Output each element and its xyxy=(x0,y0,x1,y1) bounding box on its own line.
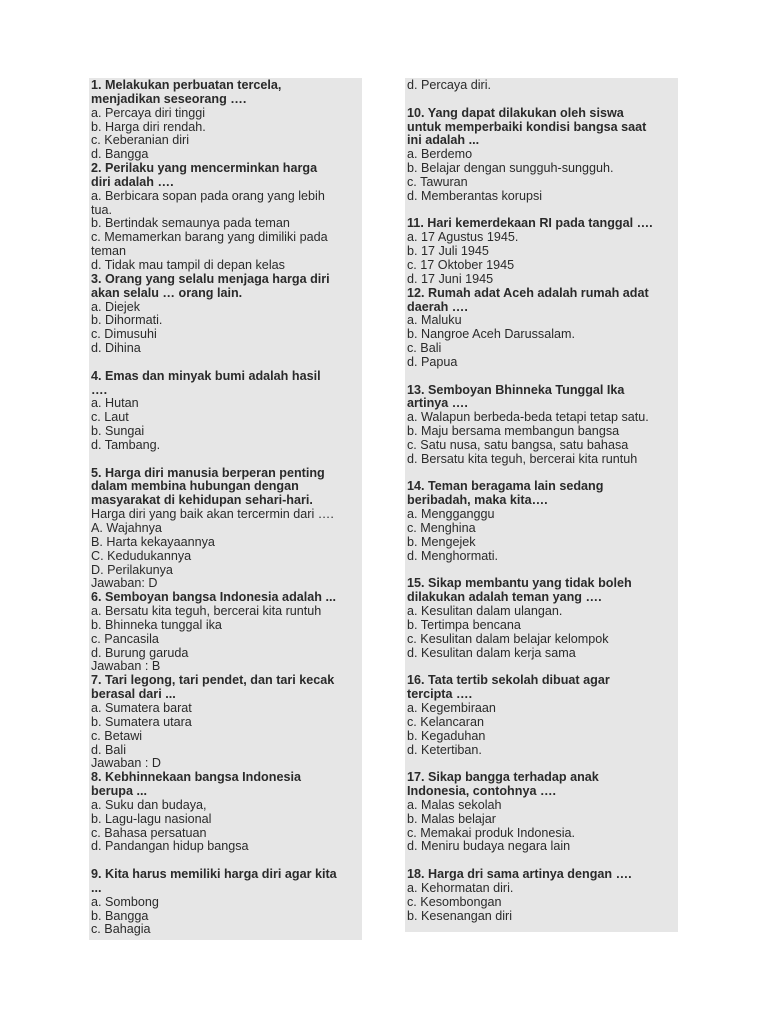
answer-option: c. Bali xyxy=(407,341,442,356)
answer-option: b. Bertindak semaunya pada teman xyxy=(91,216,290,231)
answer-option: d. Dihina xyxy=(91,341,141,356)
answer-option: b. Nangroe Aceh Darussalam. xyxy=(407,327,576,342)
question-text: dilakukan adalah teman yang …. xyxy=(407,590,602,605)
answer-option: a. 17 Agustus 1945. xyxy=(407,230,519,245)
answer-option: c. Betawi xyxy=(91,728,143,743)
answer-option: B. Harta kekayaannya xyxy=(91,534,215,549)
question-text: menjadikan seseorang …. xyxy=(91,91,247,106)
blank-line xyxy=(407,757,678,771)
answer-option: tua. xyxy=(91,202,113,217)
answer-option: b. Harga diri rendah. xyxy=(91,119,206,134)
question-text: 6. Semboyan bangsa Indonesia adalah ... xyxy=(91,590,336,605)
answer-option: c. Kesombongan xyxy=(407,894,502,909)
answer-option: a. Suku dan budaya, xyxy=(91,797,207,812)
answer-option: b. Mengejek xyxy=(407,534,476,549)
answer-option: a. Diejek xyxy=(91,299,140,314)
answer-option: Harga diri yang baik akan tercermin dari …. xyxy=(91,507,334,522)
question-text: 16. Tata tertib sekolah dibuat agar xyxy=(407,673,610,688)
answer-option: Jawaban : B xyxy=(91,659,161,674)
answer-option: d. Menghormati. xyxy=(407,548,498,563)
blank-line xyxy=(91,854,362,868)
question-text: untuk memperbaiki kondisi bangsa saat xyxy=(407,119,647,134)
question-text: 9. Kita harus memiliki harga diri agar kita xyxy=(91,867,337,882)
answer-option: d. Bangga xyxy=(91,147,149,162)
question-text: beribadah, maka kita…. xyxy=(407,493,548,508)
answer-option: A. Wajahnya xyxy=(91,521,162,535)
right-column xyxy=(405,78,678,932)
answer-option: d. Pandangan hidup bangsa xyxy=(91,839,249,854)
answer-option: a. Berbicara sopan pada orang yang lebih xyxy=(91,188,325,203)
blank-line xyxy=(407,370,678,384)
answer-option: b. Maju bersama membangun bangsa xyxy=(407,424,620,439)
blank-line xyxy=(407,93,678,107)
answer-option: c. Memakai produk Indonesia. xyxy=(407,825,576,840)
answer-option: c. Bahagia xyxy=(91,922,151,937)
question-text: 1. Melakukan perbuatan tercela, xyxy=(91,78,282,92)
question-text: 13. Semboyan Bhinneka Tunggal Ika xyxy=(407,382,625,397)
answer-option: d. Tidak mau tampil di depan kelas xyxy=(91,257,285,272)
question-text: 14. Teman beragama lain sedang xyxy=(407,479,604,494)
answer-option: a. Maluku xyxy=(407,313,462,328)
answer-option: c. Kelancaran xyxy=(407,714,485,729)
question-text: ini adalah ... xyxy=(407,133,480,148)
question-text: masyarakat di kehidupan sehari-hari. xyxy=(91,493,313,508)
answer-option: b. Malas belajar xyxy=(407,811,496,826)
answer-option: b. Lagu-lagu nasional xyxy=(91,811,212,826)
answer-option: c. Pancasila xyxy=(91,631,159,646)
answer-option: d. Tambang. xyxy=(91,437,161,452)
question-text: 11. Hari kemerdekaan RI pada tanggal …. xyxy=(407,216,653,231)
answer-option: d. Bersatu kita teguh, bercerai kita runtuh xyxy=(407,451,638,466)
answer-option: c. Keberanian diri xyxy=(91,133,190,148)
question-text: diri adalah …. xyxy=(91,174,174,189)
answer-option: a. Mengganggu xyxy=(407,507,495,522)
question-text: 17. Sikap bangga terhadap anak xyxy=(407,770,599,785)
question-text: 2. Perilaku yang mencerminkan harga xyxy=(91,161,318,176)
question-text: …. xyxy=(91,382,108,397)
answer-option: b. Kegaduhan xyxy=(407,728,486,743)
question-text: berupa ... xyxy=(91,784,147,799)
answer-option: c. Satu nusa, satu bangsa, satu bahasa xyxy=(407,437,629,452)
answer-option: d. Papua xyxy=(407,354,458,369)
question-text: berasal dari ... xyxy=(91,687,176,702)
question-text: Indonesia, contohnya …. xyxy=(407,784,557,799)
answer-option: a. Percaya diri tinggi xyxy=(91,105,206,120)
blank-line xyxy=(407,854,678,868)
answer-option: d. Percaya diri. xyxy=(407,78,491,92)
answer-option: b. Belajar dengan sungguh-sungguh. xyxy=(407,161,614,176)
answer-option: d. Bali xyxy=(91,742,127,757)
answer-option: a. Malas sekolah xyxy=(407,797,502,812)
answer-option: b. Dihormati. xyxy=(91,313,163,328)
question-text: akan selalu … orang lain. xyxy=(91,285,243,300)
answer-option: b. Bhinneka tunggal ika xyxy=(91,617,222,632)
question-text: tercipta …. xyxy=(407,687,473,702)
answer-option: a. Sumatera barat xyxy=(91,700,192,715)
answer-option: teman xyxy=(91,244,127,259)
answer-option: b. 17 Juli 1945 xyxy=(407,244,489,259)
question-text: 5. Harga diri manusia berperan penting xyxy=(91,465,325,480)
question-text: daerah …. xyxy=(407,299,468,314)
answer-option: b. Sumatera utara xyxy=(91,714,192,729)
question-text: 8. Kebhinnekaan bangsa Indonesia xyxy=(91,770,301,785)
answer-option: a. Hutan xyxy=(91,396,139,411)
answer-option: d. Memberantas korupsi xyxy=(407,188,543,203)
left-column xyxy=(89,78,362,940)
answer-option: d. Burung garuda xyxy=(91,645,189,660)
answer-option: c. Dimusuhi xyxy=(91,327,157,342)
answer-option: c. Kesulitan dalam belajar kelompok xyxy=(407,631,609,646)
question-text: dalam membina hubungan dengan xyxy=(91,479,299,494)
question-text: ... xyxy=(91,880,102,895)
answer-option: Jawaban : D xyxy=(91,756,162,771)
answer-option: a. Kehormatan diri. xyxy=(407,880,514,895)
answer-option: d. Ketertiban. xyxy=(407,742,482,757)
question-text: artinya …. xyxy=(407,396,468,411)
answer-option: c. Tawuran xyxy=(407,174,468,189)
answer-option: a. Bersatu kita teguh, bercerai kita runtuh xyxy=(91,604,322,619)
answer-option: d. Meniru budaya negara lain xyxy=(407,839,571,854)
answer-option: Jawaban: D xyxy=(91,576,158,591)
question-text: 7. Tari legong, tari pendet, dan tari kecak xyxy=(91,673,335,688)
answer-option: b. Sungai xyxy=(91,424,145,439)
answer-option: b. Tertimpa bencana xyxy=(407,617,521,632)
answer-option: c. Laut xyxy=(91,410,129,425)
blank-line xyxy=(407,660,678,674)
answer-option: c. 17 Oktober 1945 xyxy=(407,257,515,272)
question-text: 10. Yang dapat dilakukan oleh siswa xyxy=(407,105,624,120)
question-text: 18. Harga dri sama artinya dengan …. xyxy=(407,867,632,882)
answer-option: c. Bahasa persatuan xyxy=(91,825,207,840)
blank-line xyxy=(91,453,362,467)
answer-option: d. Kesulitan dalam kerja sama xyxy=(407,645,576,660)
blank-line xyxy=(407,204,678,218)
question-text: 12. Rumah adat Aceh adalah rumah adat xyxy=(407,285,649,300)
answer-option: a. Kegembiraan xyxy=(407,700,496,715)
blank-line xyxy=(91,356,362,370)
question-text: 4. Emas dan minyak bumi adalah hasil xyxy=(91,368,321,383)
answer-option: D. Perilakunya xyxy=(91,562,173,577)
question-text: 15. Sikap membantu yang tidak boleh xyxy=(407,576,632,591)
answer-option: C. Kedudukannya xyxy=(91,548,192,563)
blank-line xyxy=(407,564,678,578)
answer-option: c. Memamerkan barang yang dimiliki pada xyxy=(91,230,328,245)
question-text: 3. Orang yang selalu menjaga harga diri xyxy=(91,271,330,286)
answer-option: d. 17 Juni 1945 xyxy=(407,271,494,286)
answer-option: b. Bangga xyxy=(91,908,149,923)
answer-option: a. Berdemo xyxy=(407,147,473,162)
answer-option: c. Menghina xyxy=(407,521,476,535)
answer-option: a. Walapun berbeda-beda tetapi tetap satu. xyxy=(407,410,649,425)
answer-option: a. Kesulitan dalam ulangan. xyxy=(407,604,563,619)
blank-line xyxy=(407,467,678,481)
answer-option: b. Kesenangan diri xyxy=(407,908,513,923)
answer-option: a. Sombong xyxy=(91,894,159,909)
